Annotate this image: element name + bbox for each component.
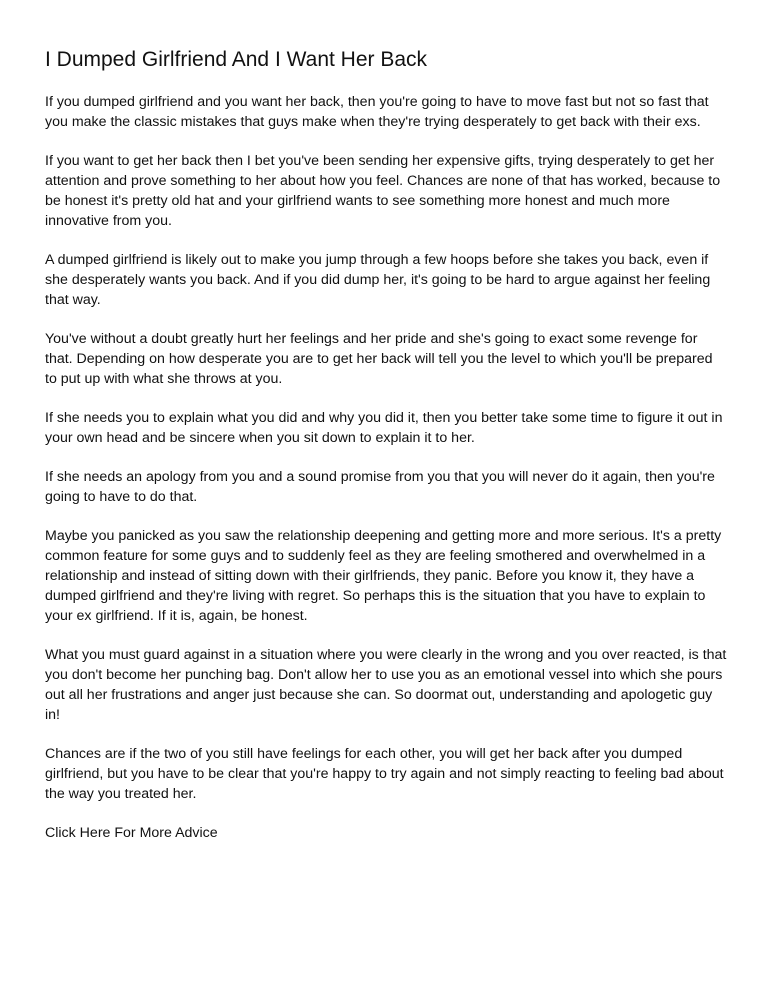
paragraph-8: What you must guard against in a situation where you were clearly in the wrong and you over reacted, is that you don't become her punching bag. Don't allow her to use you as an emotional vessel into which she pours out all her frustrations and anger just because she can. So doormat out, understanding and apologetic guy in!: [45, 647, 727, 723]
document-title: I Dumped Girlfriend And I Want Her Back: [45, 48, 428, 71]
paragraph-1: If you dumped girlfriend and you want her back, then you're going to have to move fast but not so fast that you make the classic mistakes that guys make when they're trying desperately to get back with their exs.: [45, 94, 709, 130]
paragraph-7: Maybe you panicked as you saw the relationship deepening and getting more and more serious. It's a pretty common feature for some guys and to suddenly feel as they are feeling smothered and overwhelmed in a relationship and instead of sitting down with their girlfriends, they panic. Before you know it, they have a dumped girlfriend and they're living with regret. So perhaps this is the situation that you have to explain to your ex girlfriend. If it is, again, be honest.: [45, 528, 722, 624]
document-page: [45, 46, 727, 843]
paragraph-4: You've without a doubt greatly hurt her feelings and her pride and she's going to exact some revenge for that. Depending on how desperate you are to get her back will tell you the level to which you'll be prepared to put up with what she throws at you.: [45, 331, 713, 387]
paragraph-5: If she needs you to explain what you did and why you did it, then you better take some time to figure it out in your own head and be sincere when you sit down to explain it to her.: [45, 410, 723, 446]
paragraph-9: Chances are if the two of you still have feelings for each other, you will get her back after you dumped girlfriend, but you have to be clear that you're happy to try again and not simply reacting to feeling bad about the way you treated her.: [45, 746, 724, 802]
more-advice-link[interactable]: Click Here For More Advice: [45, 825, 218, 841]
paragraph-2: If you want to get her back then I bet you've been sending her expensive gifts, trying desperately to get her attention and prove something to her about how you feel. Chances are none of that has worked, because to be honest it's pretty old hat and your girlfriend wants to see something more honest and much more innovative from you.: [45, 153, 721, 229]
paragraph-6: If she needs an apology from you and a sound promise from you that you will never do it again, then you're going to have to do that.: [45, 469, 715, 505]
paragraph-3: A dumped girlfriend is likely out to make you jump through a few hoops before she takes you back, even if she desperately wants you back. And if you did dump her, it's going to be hard to argue against her feeling that way.: [45, 252, 711, 308]
